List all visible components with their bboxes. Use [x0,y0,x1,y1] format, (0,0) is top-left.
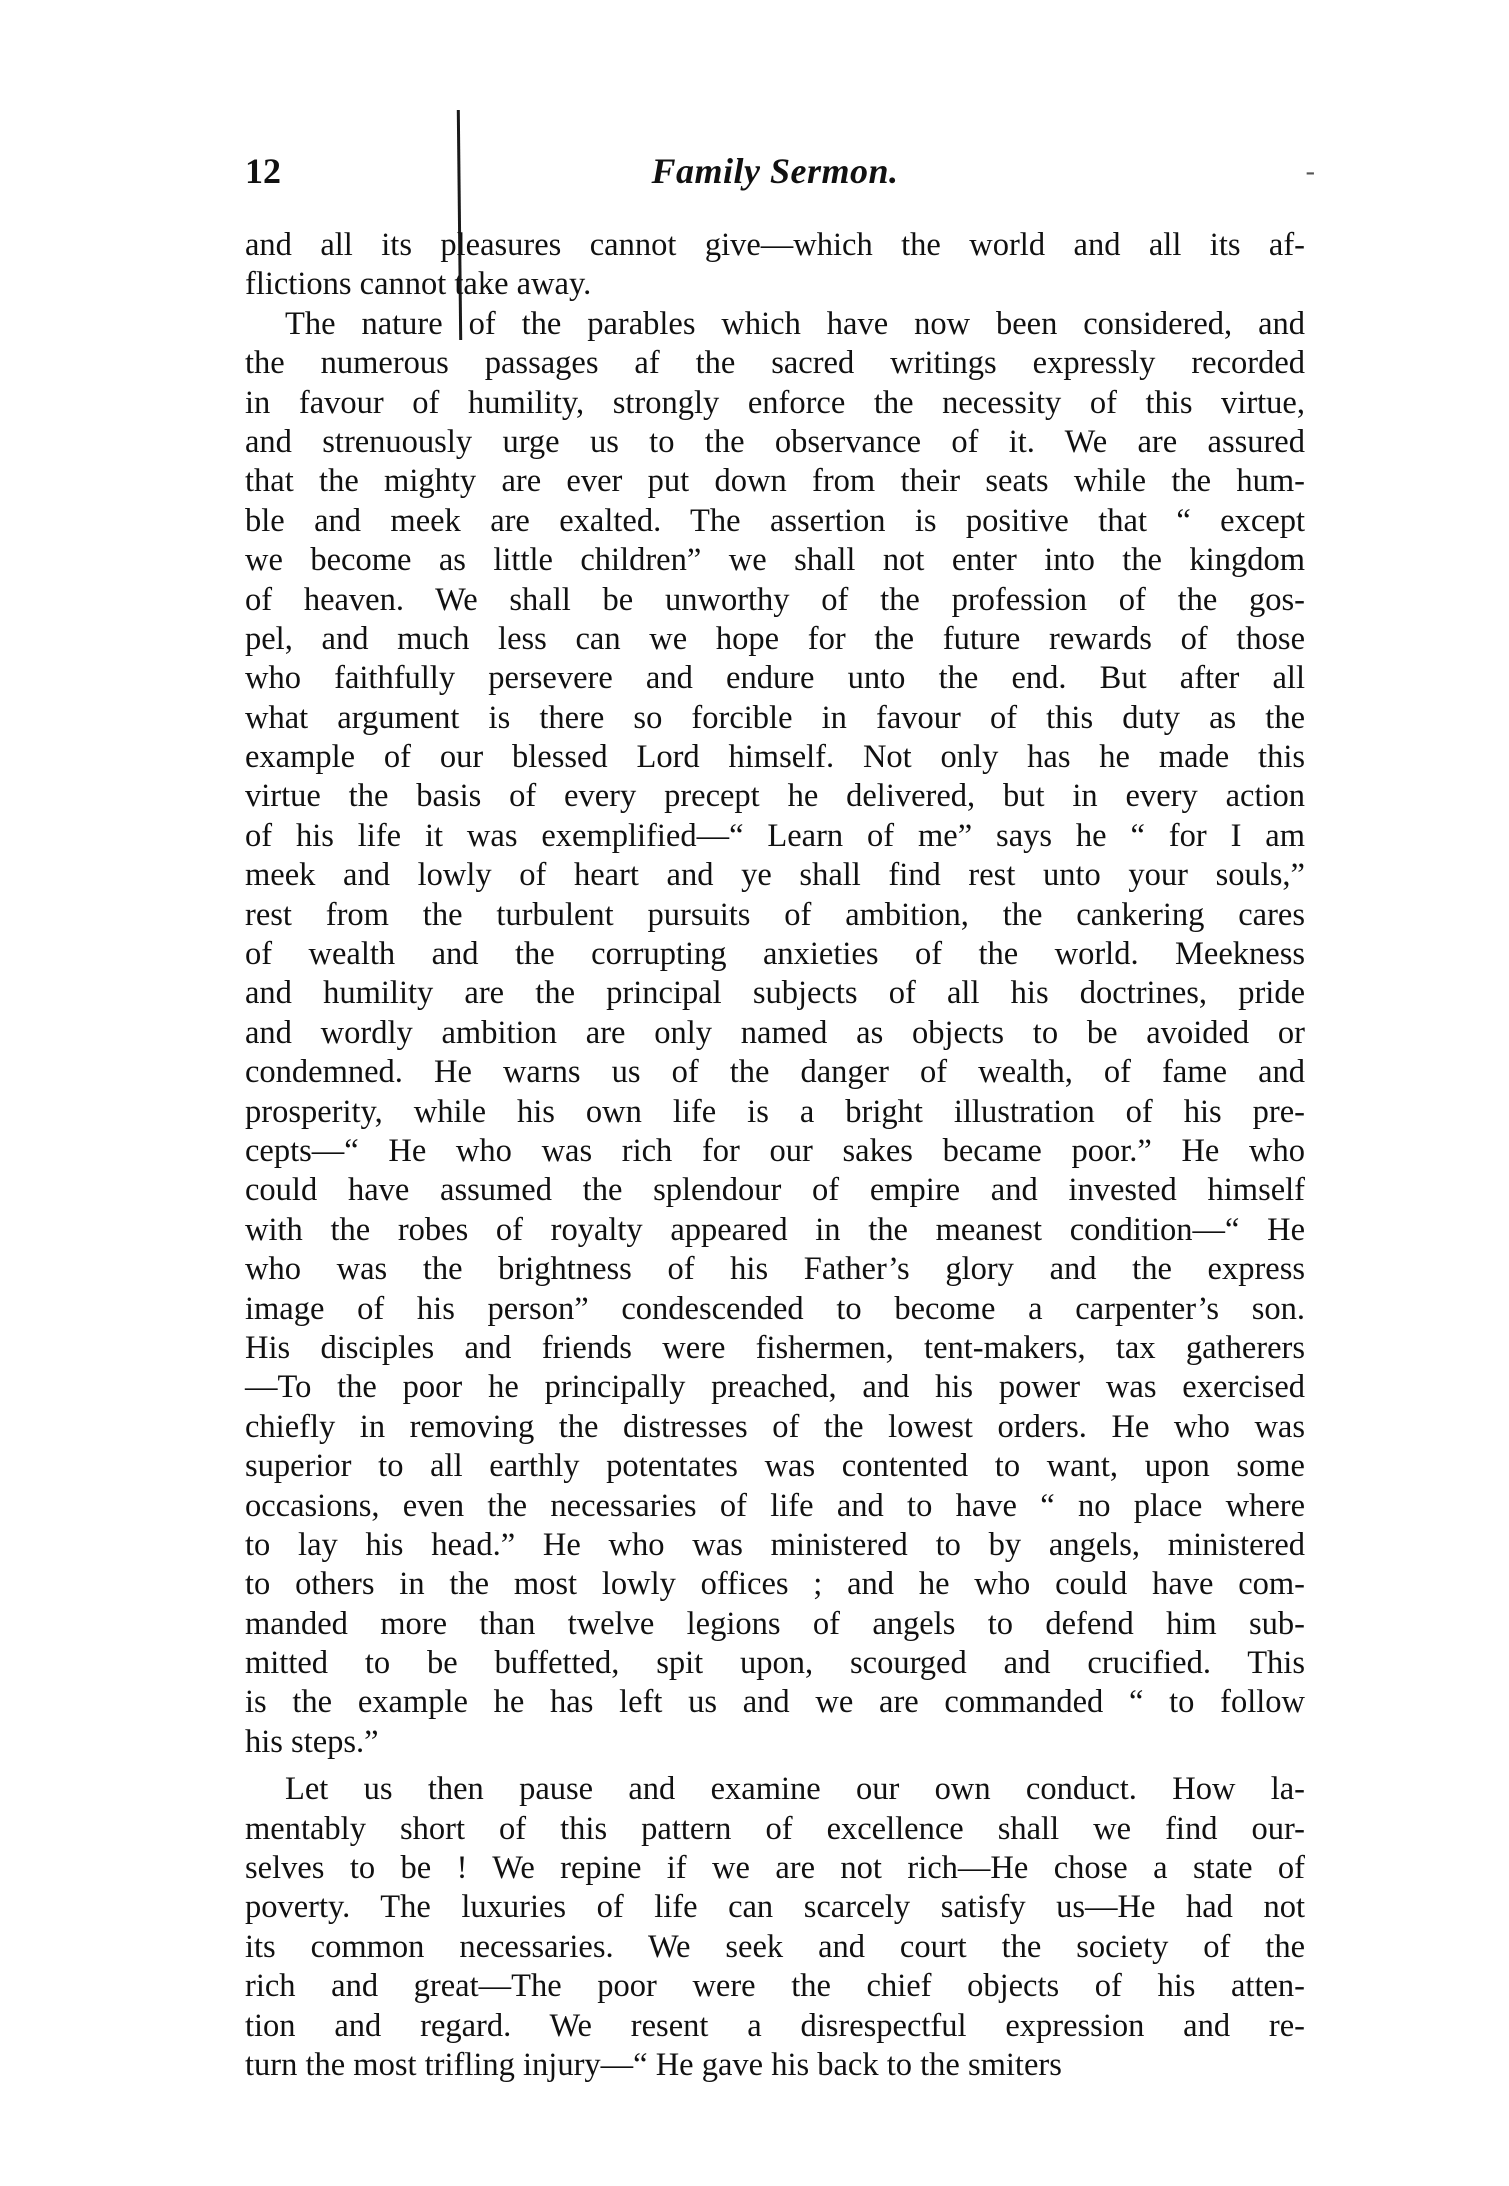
text-line: and all its pleasures cannot give—which the world and all its af- [245,227,1305,263]
text-line: mitted to be buffetted, spit upon, scourged and crucified. This [245,1645,1305,1682]
text-line: and strenuously urge us to the observance of it. We are assured [245,423,1305,460]
header-dash-mark: - [1305,156,1315,187]
text-line: and wordly ambition are only named as objects to be avoided or [245,1014,1305,1051]
text-line: the numerous passages af the sacred writings expressly recorded [245,345,1305,382]
text-line: mentably short of this pattern of excellence shall we find our- [245,1810,1305,1847]
text-line: example of our blessed Lord himself. Not only has he made this [245,739,1305,776]
text-line: —To the poor he principally preached, and his power was exercised [245,1369,1305,1406]
paragraph-gap [245,1762,1305,1770]
text-line: to lay his head.” He who was ministered to by angels, ministered [245,1526,1305,1563]
text-line: prosperity, while his own life is a bright illustration of his pre- [245,1093,1305,1130]
text-line: manded more than twelve legions of angels to defend him sub- [245,1605,1305,1642]
text-line: who was the brightness of his Father’s glory and the express [245,1251,1305,1288]
text-line: that the mighty are ever put down from their seats while the hum- [245,463,1305,500]
text-line: and humility are the principal subjects of all his doctrines, pride [245,975,1305,1012]
text-line: occasions, even the necessaries of life and to have “ no place where [245,1487,1305,1524]
text-line: chiefly in removing the distresses of the lowest orders. He who was [245,1408,1305,1445]
text-line: its common necessaries. We seek and court the society of the [245,1928,1305,1965]
text-line: of wealth and the corrupting anxieties of the world. Meekness [245,936,1305,973]
text-line: in favour of humility, strongly enforce the necessity of this virtue, [245,384,1305,421]
text-line: virtue the basis of every precept he delivered, but in every action [245,778,1305,815]
page-header [245,150,1315,194]
text-line: rich and great—The poor were the chief objects of his atten- [245,1968,1305,2005]
text-line: flictions cannot take away. [245,266,592,303]
text-line: selves to be ! We repine if we are not rich—He chose a state of [245,1850,1305,1887]
text-line: superior to all earthly potentates was contented to want, upon some [245,1448,1305,1485]
text-line: turn the most trifling injury—“ He gave his back to the smiters [245,2046,1062,2083]
text-line: what argument is there so forcible in favour of this duty as the [245,699,1305,736]
text-line: could have assumed the splendour of empire and invested himself [245,1172,1305,1209]
text-line: his steps.” [245,1723,379,1760]
text-line: condemned. He warns us of the danger of wealth, of fame and [245,1054,1305,1091]
text-line: with the robes of royalty appeared in the meanest condition—“ He [245,1211,1305,1248]
page-number: 12 [245,151,281,191]
text-line: who faithfully persevere and endure unto the end. But after all [245,660,1305,697]
text-line: of heaven. We shall be unworthy of the profession of the gos- [245,581,1305,618]
text-line: poverty. The luxuries of life can scarcely satisfy us—He had not [245,1889,1305,1926]
text-line: The nature of the parables which have now been considered, and [285,305,1305,342]
text-line: ble and meek are exalted. The assertion is positive that “ except [245,502,1305,539]
text-line: image of his person” condescended to become a carpenter’s son. [245,1290,1305,1327]
text-line: of his life it was exemplified—“ Learn of me” says he “ for I am [245,817,1305,854]
text-line: His disciples and friends were fishermen, tent-makers, tax gatherers [245,1329,1305,1366]
text-line: is the example he has left us and we are commanded “ to follow [245,1684,1305,1721]
text-line: tion and regard. We resent a disrespectful expression and re- [245,2007,1305,2044]
text-line: pel, and much less can we hope for the future rewards of those [245,620,1305,657]
running-title: Family Sermon. [651,151,899,191]
text-line: cepts—“ He who was rich for our sakes became poor.” He who [245,1132,1305,1169]
text-line: meek and lowly of heart and ye shall find rest unto your souls,” [245,857,1305,894]
text-line: to others in the most lowly offices ; and he who could have com- [245,1566,1305,1603]
text-line: we become as little children” we shall not enter into the kingdom [245,542,1305,579]
text-line: Let us then pause and examine our own conduct. How la- [285,1771,1305,1808]
sermon-body-text [245,226,1305,2085]
text-line: rest from the turbulent pursuits of ambition, the cankering cares [245,896,1305,933]
